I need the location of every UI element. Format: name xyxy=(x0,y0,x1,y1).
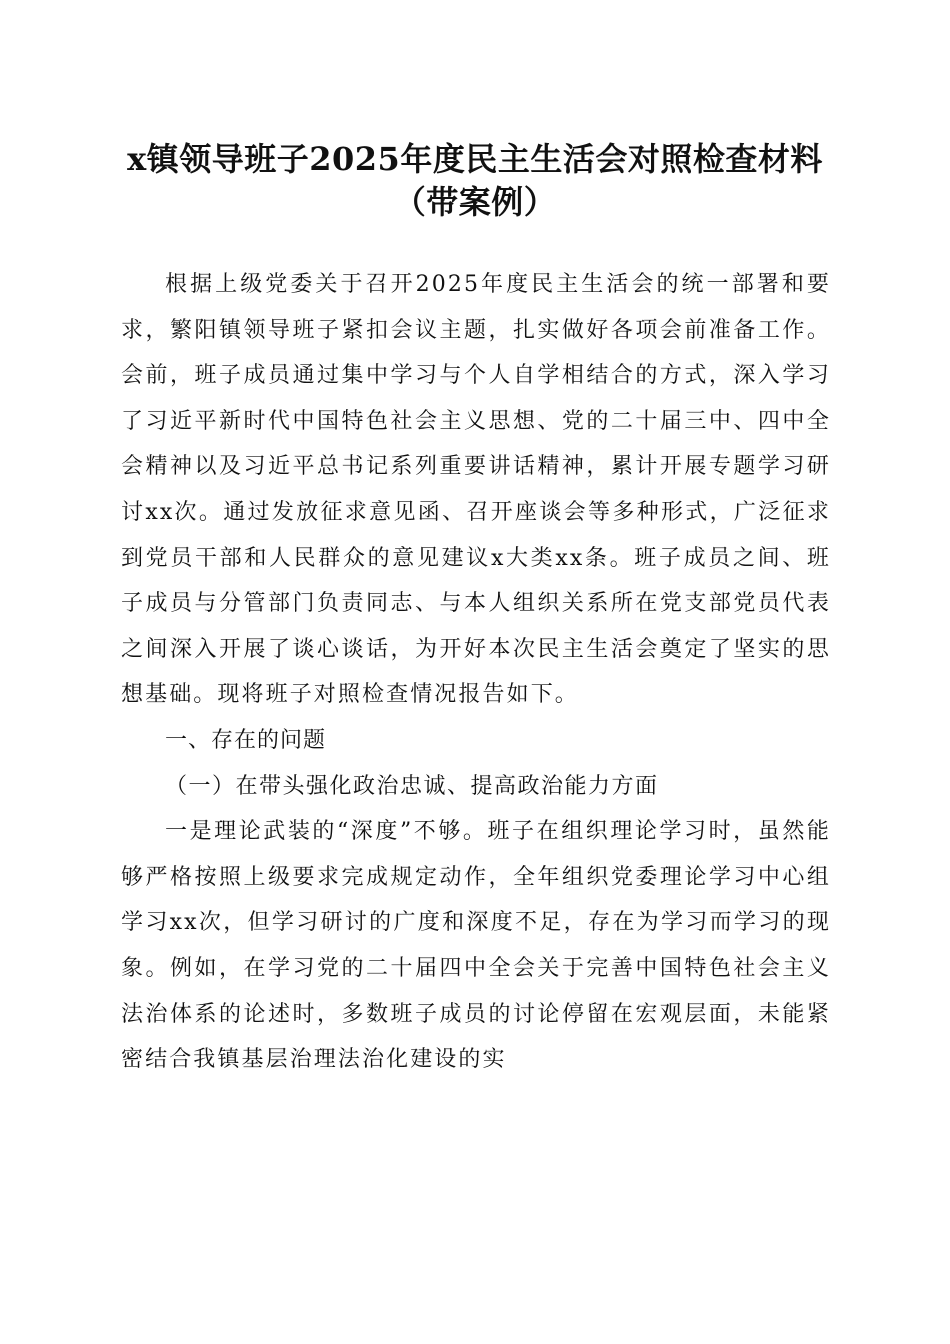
subsection-heading: （一）在带头强化政治忠诚、提高政治能力方面 xyxy=(165,773,659,799)
section-heading: 一、存在的问题 xyxy=(165,727,327,753)
point-paragraph: 一是理论武装的“深度”不够。班子在组织理论学习时，虽然能够严格按照上级要求完成规定动作，全年组织党委理论学习中心组学习xx次，但学习研讨的广度和深度不足，存在为学习而学习的现象。例如，在学习党的二十届四中全会关于完善中国特色社会主义法治体系的论述时，多数班子成员的讨论停留在宏观层面，未能紧密结合我镇基层治理法治化建设的实 xyxy=(121,819,831,1073)
document-title: x镇领导班子2025年度民主生活会对照检查材料（带案例） xyxy=(127,140,823,221)
intro-paragraph: 根据上级党委关于召开2025年度民主生活会的统一部署和要求，繁阳镇领导班子紧扣会议主题，扎实做好各项会前准备工作。会前，班子成员通过集中学习与个人自学相结合的方式，深入学习了习近平新时代中国特色社会主义思想、党的二十届三中、四中全会精神以及习近平总书记系列重要讲话精神，累计开展专题学习研讨xx次。通过发放征求意见函、召开座谈会等多种形式，广泛征求到党员干部和人民群众的意见建议x大类xx条。班子成员之间、班子成员与分管部门负责同志、与本人组织关系所在党支部党员代表之间深入开展了谈心谈话，为开好本次民主生活会奠定了坚实的思想基础。现将班子对照检查情况报告如下。 xyxy=(121,272,831,708)
document-body xyxy=(121,262,831,1083)
